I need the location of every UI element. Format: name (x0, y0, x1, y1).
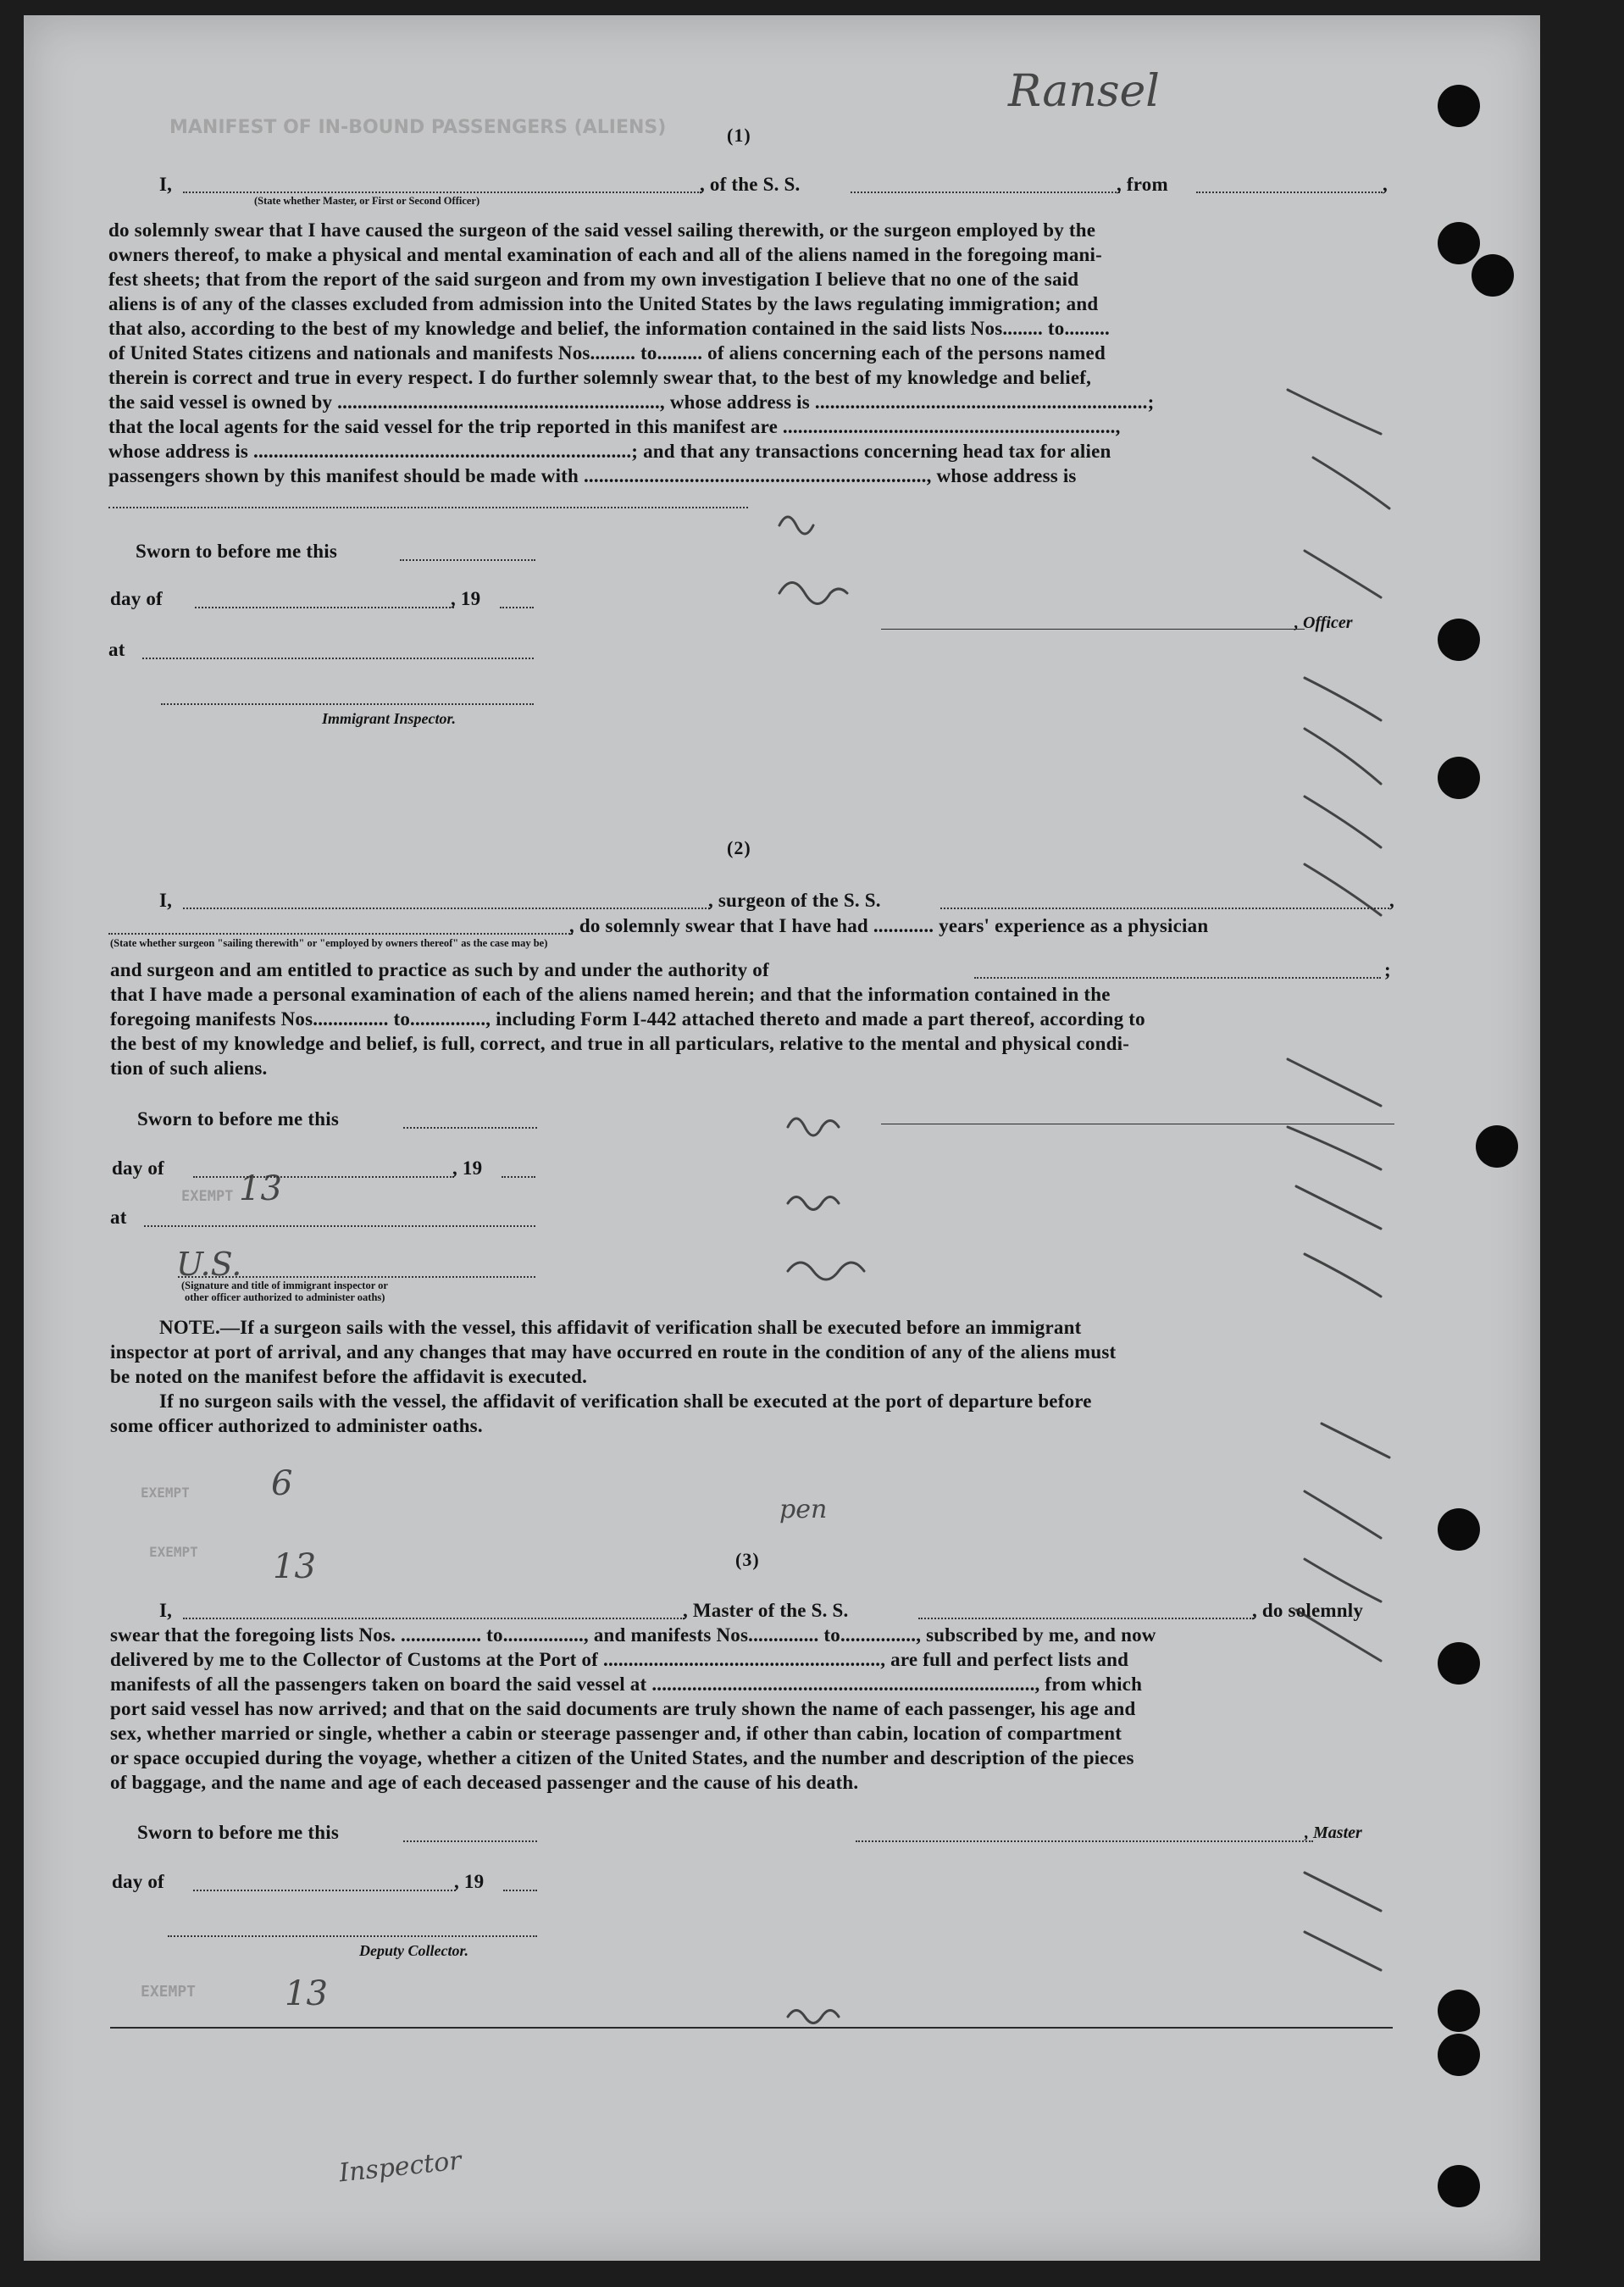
s2-caption: (State whether surgeon "sailing therewith" or "employed by owners thereof" as the case may be) (110, 937, 548, 949)
s1-text-line: that the local agents for the said vessel for the trip reported in this manifest are .................................................................., (108, 416, 1121, 437)
s2-note-line: inspector at port of arrival, and any changes that may have occurred en route in the condition of any of the aliens must (110, 1341, 1117, 1363)
exempt-stamp: EXEMPT (141, 1983, 197, 2001)
section-3-number: (3) (735, 1549, 760, 1570)
s2-text-line: tion of such aliens. (110, 1057, 268, 1079)
comma: , (1383, 174, 1388, 195)
margin-stroke (1296, 1186, 1381, 1229)
margin-stroke (1305, 1491, 1381, 1538)
s1-text-line: passengers shown by this manifest should be made with ...................................................................., whose address is (108, 465, 1077, 486)
s2-note-line: be noted on the manifest before the affidavit is executed. (110, 1366, 588, 1387)
s1-year: , 19 (451, 588, 481, 609)
margin-stroke (1313, 458, 1389, 508)
s1-at: at (108, 639, 125, 660)
margin-stroke (1288, 390, 1381, 434)
s1-inspector-label: Immigrant Inspector. (322, 710, 457, 727)
s2-note-line: If no surgeon sails with the vessel, the affidavit of verification shall be executed at the port of departure before (159, 1391, 1092, 1412)
s3-text-line: swear that the foregoing lists Nos. ................ to................, and manifests Nos.............. to..............., subscribed by me, and now (110, 1624, 1156, 1646)
handwritten-13: 13 (273, 1547, 316, 1586)
s1-officer-label: , Officer (1294, 613, 1353, 632)
handwritten-inspector: Inspector (337, 2145, 463, 2189)
margin-stroke (1305, 551, 1381, 597)
section-1-number: (1) (727, 125, 751, 146)
s2-year: , 19 (452, 1157, 483, 1179)
s2-sig-caption-1: (Signature and title of immigrant inspector or (181, 1279, 388, 1291)
margin-stroke (779, 517, 813, 534)
s1-text-line: whose address is ...........................................................................; and that any transactions concerning head tax for alien (108, 441, 1111, 462)
s1-text-line: fest sheets; that from the report of the said surgeon and from my own investigation I believe that no one of the said (108, 269, 1079, 290)
margin-stroke (1305, 864, 1381, 915)
s3-master-label: , Master (1305, 1823, 1362, 1842)
s3-collector-label: Deputy Collector. (359, 1942, 468, 1959)
s2-day-of: day of (112, 1157, 164, 1179)
s2-swear-line: , do solemnly swear that I have had ............ years' experience as a physician (569, 915, 1209, 936)
s1-sworn: Sworn to before me this (136, 541, 337, 562)
margin-stroke (788, 1119, 839, 1135)
s3-text-line: of baggage, and the name and age of each deceased passenger and the cause of his death. (110, 1772, 859, 1793)
s2-i: I, (159, 890, 173, 911)
s3-text-line: manifests of all the passengers taken on board the said vessel at ............................................................................, from which (110, 1674, 1143, 1695)
exempt-stamp: EXEMPT (149, 1544, 198, 1560)
margin-stroke (1305, 678, 1381, 720)
s3-text-line: delivered by me to the Collector of Customs at the Port of ......................................................., are full and perfect lists and (110, 1649, 1129, 1670)
handwritten-13: 13 (285, 1974, 328, 2013)
exempt-stamp: EXEMPT (181, 1188, 234, 1205)
s3-text-line: sex, whether married or single, whether a cabin or steerage passenger and, if other than cabin, location of compartment (110, 1723, 1122, 1744)
s2-surgeon-of: , surgeon of the S. S. (708, 890, 881, 911)
s3-year: , 19 (454, 1871, 485, 1892)
handwritten-13: 13 (239, 1169, 282, 1208)
margin-stroke (1305, 1873, 1381, 1911)
s3-master-of: , Master of the S. S. (683, 1600, 849, 1621)
margin-stroke (1305, 1932, 1381, 1970)
s3-day-of: day of (112, 1871, 164, 1892)
s2-at: at (110, 1207, 127, 1228)
margin-stroke (788, 1263, 864, 1279)
s1-text-line: owners thereof, to make a physical and mental examination of each and all of the aliens named in the foregoing mani- (108, 244, 1102, 265)
exempt-stamp: EXEMPT (141, 1485, 190, 1501)
handwritten-us: U.S. (176, 1246, 242, 1283)
margin-stroke (788, 1197, 839, 1210)
s2-sworn: Sworn to before me this (137, 1108, 339, 1130)
s2-sig-caption-2: other officer authorized to administer oaths) (185, 1291, 385, 1303)
s3-text-line: or space occupied during the voyage, whether a citizen of the United States, and the number and description of the pieces (110, 1747, 1134, 1768)
handwritten-top-note: Ransel (1008, 66, 1160, 117)
margin-stroke (1305, 1559, 1381, 1601)
s2-text-line: foregoing manifests Nos............... to..............., including Form I-442 attached thereto and made a part thereof, according to (110, 1008, 1145, 1030)
faint-header: MANIFEST OF IN-BOUND PASSENGERS (ALIENS) (169, 117, 667, 138)
s1-from: , from (1117, 174, 1168, 195)
comma: , (1389, 890, 1394, 911)
handwritten-pen: pen (779, 1495, 828, 1524)
margin-stroke (1305, 729, 1381, 784)
s2-note-line: NOTE.—If a surgeon sails with the vessel, this affidavit of verification shall be executed before an immigrant (159, 1317, 1082, 1338)
margin-stroke (1322, 1424, 1389, 1457)
s1-text-line: the said vessel is owned by ................................................................, whose address is ..................................................................; (108, 391, 1155, 413)
handwritten-6: 6 (271, 1464, 293, 1503)
s1-of-ss: , of the S. S. (700, 174, 801, 195)
s2-text-line: and surgeon and am entitled to practice as such by and under the authority of (110, 959, 769, 980)
margin-stroke (779, 583, 847, 604)
s2-text-line: the best of my knowledge and belief, is full, correct, and true in all particulars, relative to the mental and physical condi- (110, 1033, 1130, 1054)
s3-sworn: Sworn to before me this (137, 1822, 339, 1843)
s1-i: I, (159, 174, 173, 195)
s1-text-line: therein is correct and true in every respect. I do further solemnly swear that, to the best of my knowledge and belief, (108, 367, 1092, 388)
s3-do-solemnly: , do solemnly (1252, 1600, 1364, 1621)
s1-text-line: aliens is of any of the classes excluded from admission into the United States by the laws regulating immigration; and (108, 293, 1099, 314)
s1-day-of: day of (110, 588, 163, 609)
margin-stroke (1288, 1127, 1381, 1169)
s1-text-line: do solemnly swear that I have caused the surgeon of the said vessel sailing therewith, or the surgeon employed by the (108, 219, 1096, 241)
s3-i: I, (159, 1600, 173, 1621)
margin-stroke (1288, 1059, 1381, 1106)
margin-stroke (1296, 1610, 1381, 1661)
margin-stroke (1305, 1254, 1381, 1296)
s2-note-line: some officer authorized to administer oaths. (110, 1415, 483, 1436)
semicolon: ; (1384, 959, 1391, 980)
s1-text-line: of United States citizens and nationals and manifests Nos......... to......... of aliens concerning each of the persons named (108, 342, 1106, 364)
margin-stroke (1305, 797, 1381, 847)
margin-stroke (788, 2011, 839, 2023)
section-2-number: (2) (727, 837, 751, 858)
s2-text-line: that I have made a personal examination of each of the aliens named herein; and that the information contained in the (110, 984, 1111, 1005)
s1-caption: (State whether Master, or First or Second Officer) (254, 195, 480, 207)
s1-text-line: that also, according to the best of my knowledge and belief, the information contained in the said lists Nos........ to......... (108, 318, 1111, 339)
s3-text-line: port said vessel has now arrived; and that on the said documents are truly shown the name of each passenger, his age and (110, 1698, 1136, 1719)
